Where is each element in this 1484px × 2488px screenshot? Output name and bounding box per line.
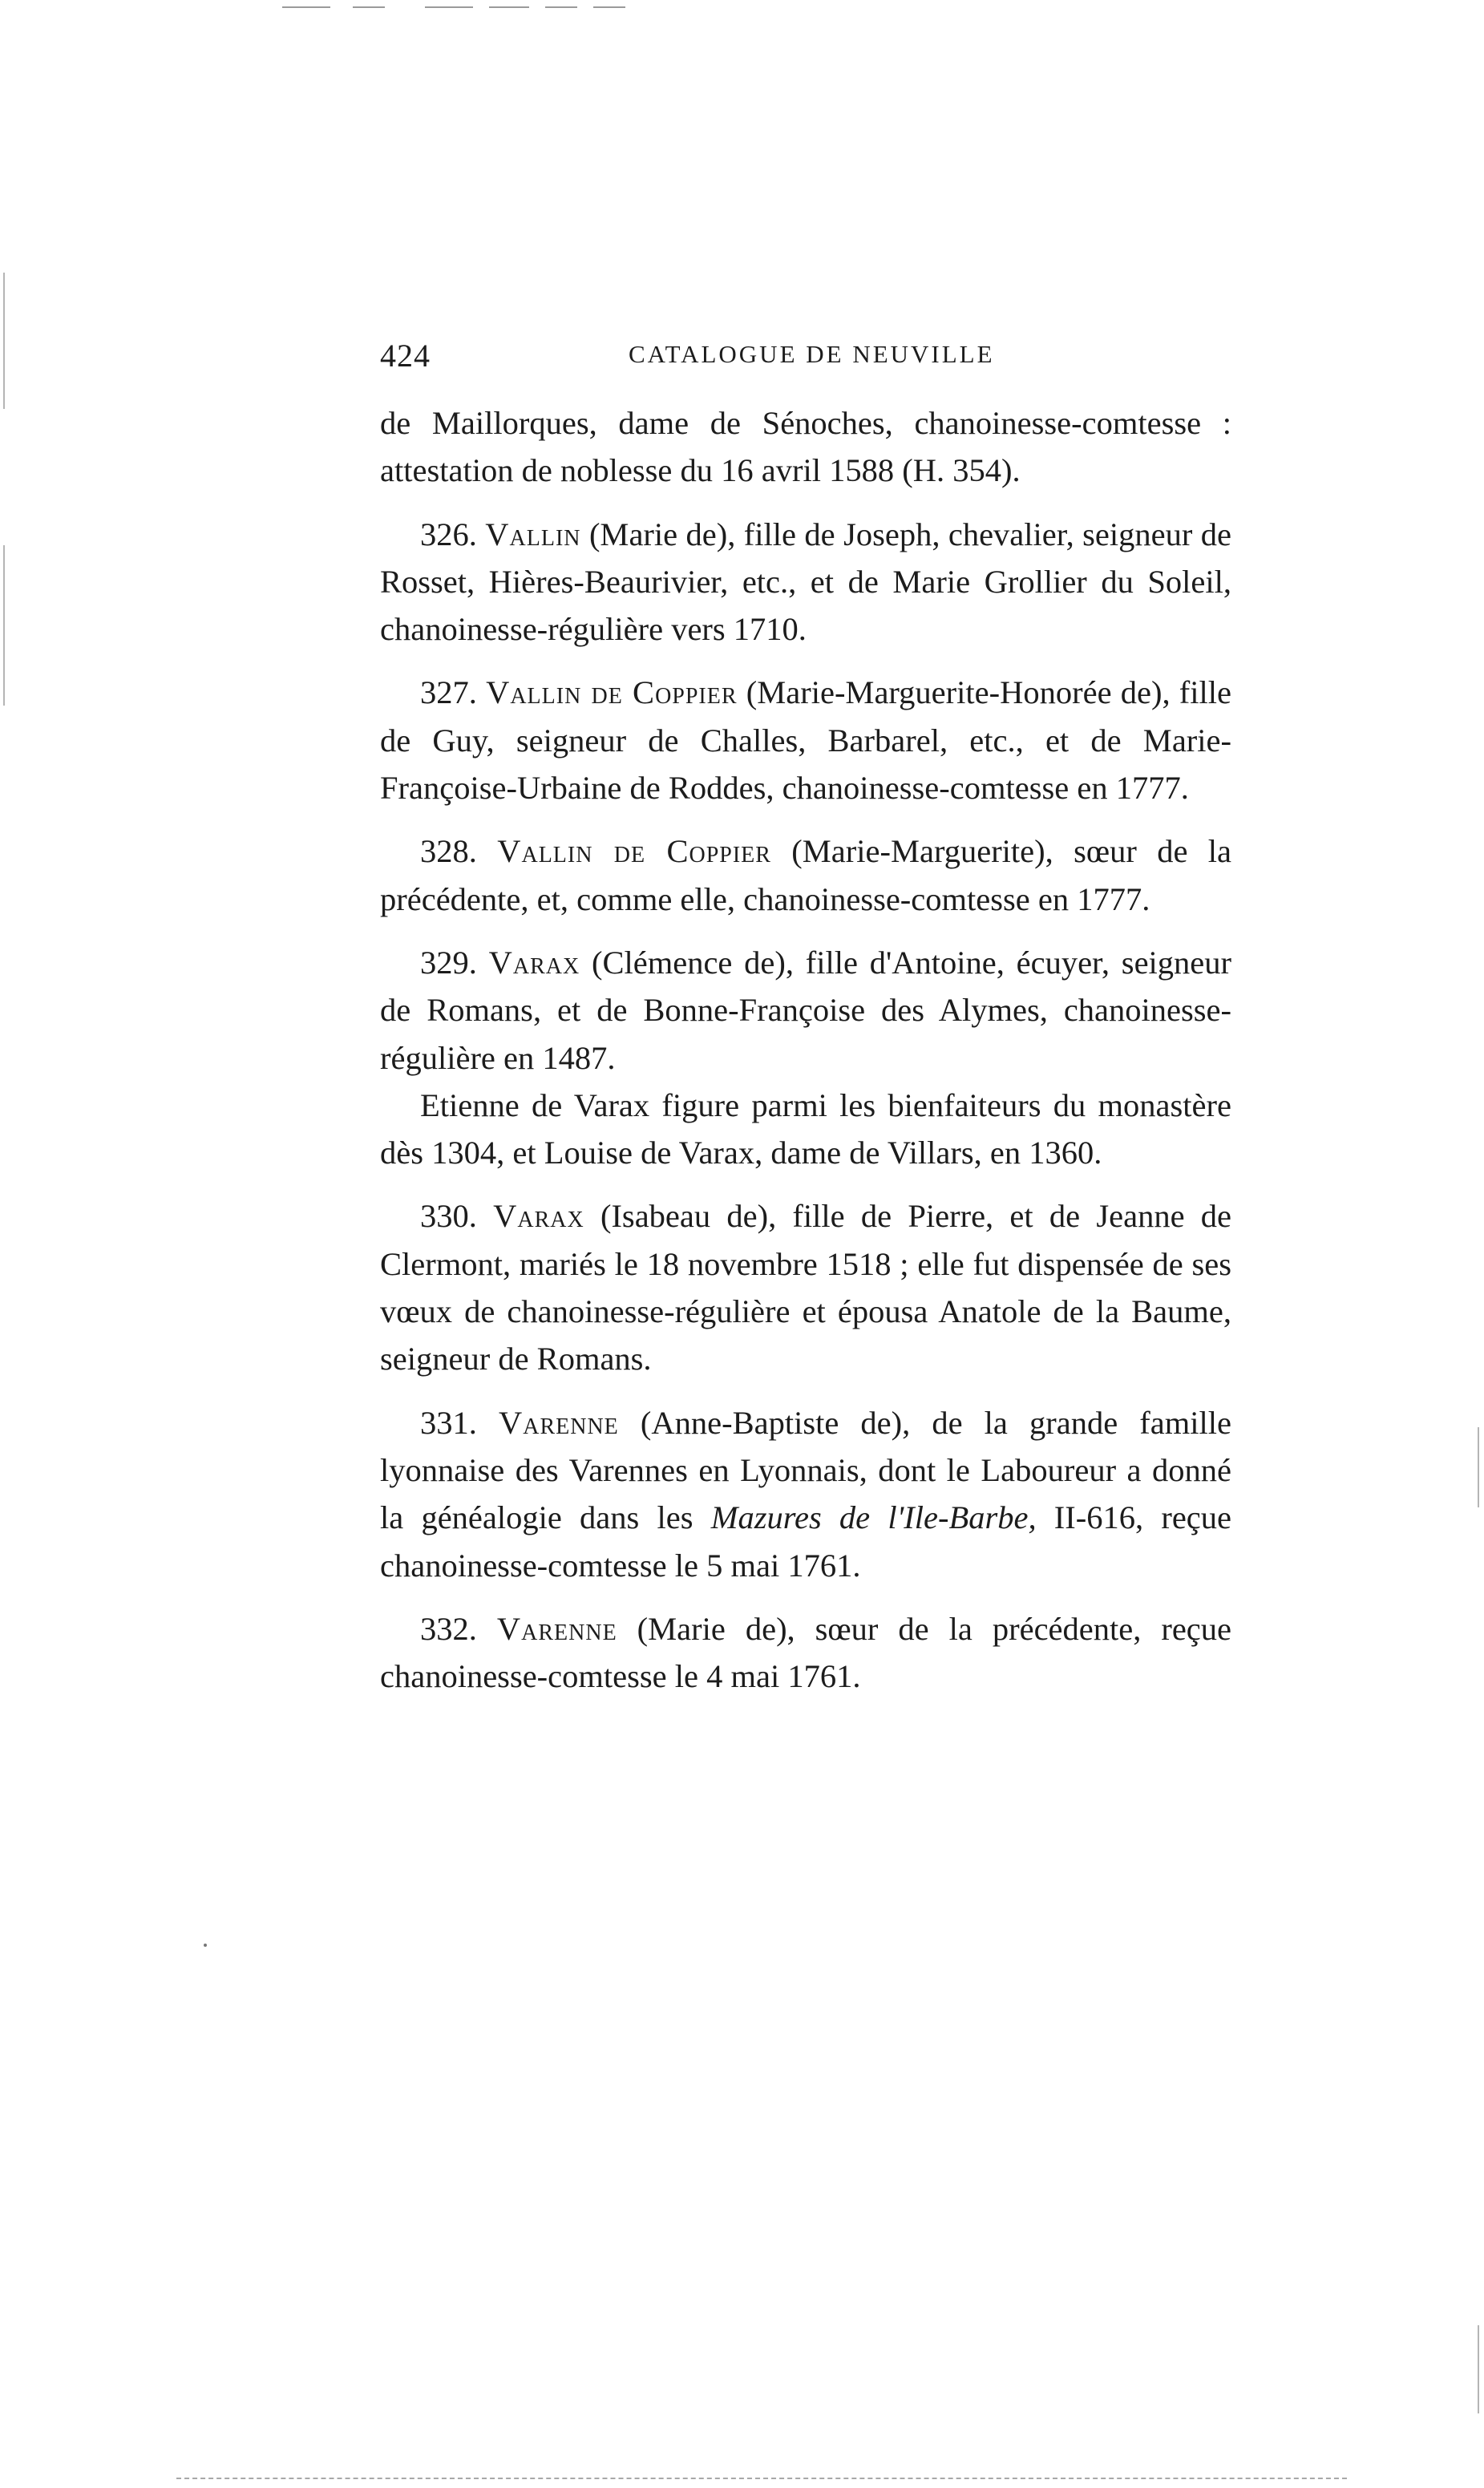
catalogue-body bbox=[380, 399, 1231, 1700]
catalogue-entry-332 bbox=[380, 1605, 1231, 1701]
entry-name: Vallin bbox=[485, 516, 581, 552]
entry-name: Varenne bbox=[496, 1610, 617, 1647]
running-head bbox=[380, 337, 1230, 385]
scan-artifact-line bbox=[489, 6, 529, 8]
catalogue-entry-329 bbox=[380, 939, 1231, 1082]
catalogue-entry-328 bbox=[380, 827, 1231, 923]
scan-artifact-line bbox=[545, 6, 577, 8]
catalogue-entry-331 bbox=[380, 1399, 1231, 1589]
entry-number: 326. bbox=[420, 516, 477, 552]
scan-artifact-line bbox=[282, 6, 330, 8]
scan-artifact-edge bbox=[1478, 1427, 1479, 1507]
scan-artifact-speck bbox=[204, 1944, 207, 1947]
entry-number: 331. bbox=[420, 1404, 477, 1441]
scan-artifact-line bbox=[353, 6, 385, 8]
catalogue-entry-327 bbox=[380, 669, 1231, 811]
entry-number: 329. bbox=[420, 944, 477, 981]
entry-name: Vallin de Coppier bbox=[497, 833, 771, 870]
entry-number: 327. bbox=[420, 674, 477, 711]
scan-artifact-line bbox=[425, 6, 473, 8]
catalogue-entry-326 bbox=[380, 511, 1231, 653]
entry-name: Vallin de Coppier bbox=[486, 674, 738, 711]
continuation-paragraph: de Maillorques, dame de Sénoches, chanoinesse-comtesse : attestation de noblesse du 16 avril 1588 (H. 354). bbox=[380, 405, 1231, 489]
entry-text: (Isabeau de), fille de Pierre, et de Jeanne de Clermont, mariés le 18 novembre 1518 ; elle fut dispensée de ses vœux de chanoinesse-régulière et épousa Anatole de la Baume, seigneur de Romans. bbox=[380, 1198, 1232, 1378]
scan-artifact-edge bbox=[3, 545, 5, 706]
entry-number: 330. bbox=[420, 1198, 477, 1235]
scan-artifact-line bbox=[593, 6, 625, 8]
entry-text: (Marie de), sœur de la précédente, reçue chanoinesse-comtesse le 4 mai 1761. bbox=[380, 1610, 1232, 1695]
entry-text: (Marie-Marguerite), sœur de la précédente, et, comme elle, chanoinesse-comtesse en 1777. bbox=[380, 833, 1232, 917]
entry-text: (Marie de), fille de Joseph, chevalier, seigneur de Rosset, Hières-Beaurivier, etc., et de Marie Grollier du Soleil, chanoinesse-régulière vers 1710. bbox=[380, 516, 1232, 648]
entry-text: (Clémence de), fille d'Antoine, écuyer, seigneur de Romans, et de Bonne-Françoise des Alymes, chanoinesse-régulière en 1487. bbox=[380, 944, 1232, 1076]
entry-name: Varax bbox=[493, 1198, 584, 1235]
entry-text: II-616, reçue chanoinesse-comtesse le 5 mai 1761. bbox=[380, 1499, 1231, 1584]
entry-name: Varenne bbox=[498, 1404, 619, 1441]
catalogue-entry-330 bbox=[380, 1192, 1231, 1382]
entry-name: Varax bbox=[488, 944, 580, 981]
entry-number: 328. bbox=[420, 833, 477, 870]
entry-number: 332. bbox=[420, 1610, 477, 1647]
entry-note: Etienne de Varax figure parmi les bienfaiteurs du monastère dès 1304, et Louise de Varax, dame de Villars, en 1360. bbox=[380, 1086, 1231, 1171]
scan-artifact-edge bbox=[3, 273, 5, 409]
entry-text: (Anne-Baptiste de), de la grande famille lyonnaise des Varennes en Lyonnais, dont le Laboureur a donné la généalogie dans les bbox=[380, 1404, 1232, 1536]
entry-book-title: Mazures de l'Ile-Barbe, bbox=[710, 1499, 1037, 1536]
entry-text: (Marie-Marguerite-Honorée de), fille de Guy, seigneur de Challes, Barbarel, etc., et de Marie-Françoise-Urbaine de Roddes, chanoinesse-comtesse en 1777. bbox=[380, 674, 1232, 807]
scan-artifact-bottom-line bbox=[176, 2478, 1347, 2479]
page-number: 424 bbox=[380, 338, 431, 374]
scan-artifact-edge bbox=[1478, 2325, 1479, 2413]
running-title: CATALOGUE DE NEUVILLE bbox=[629, 340, 995, 368]
